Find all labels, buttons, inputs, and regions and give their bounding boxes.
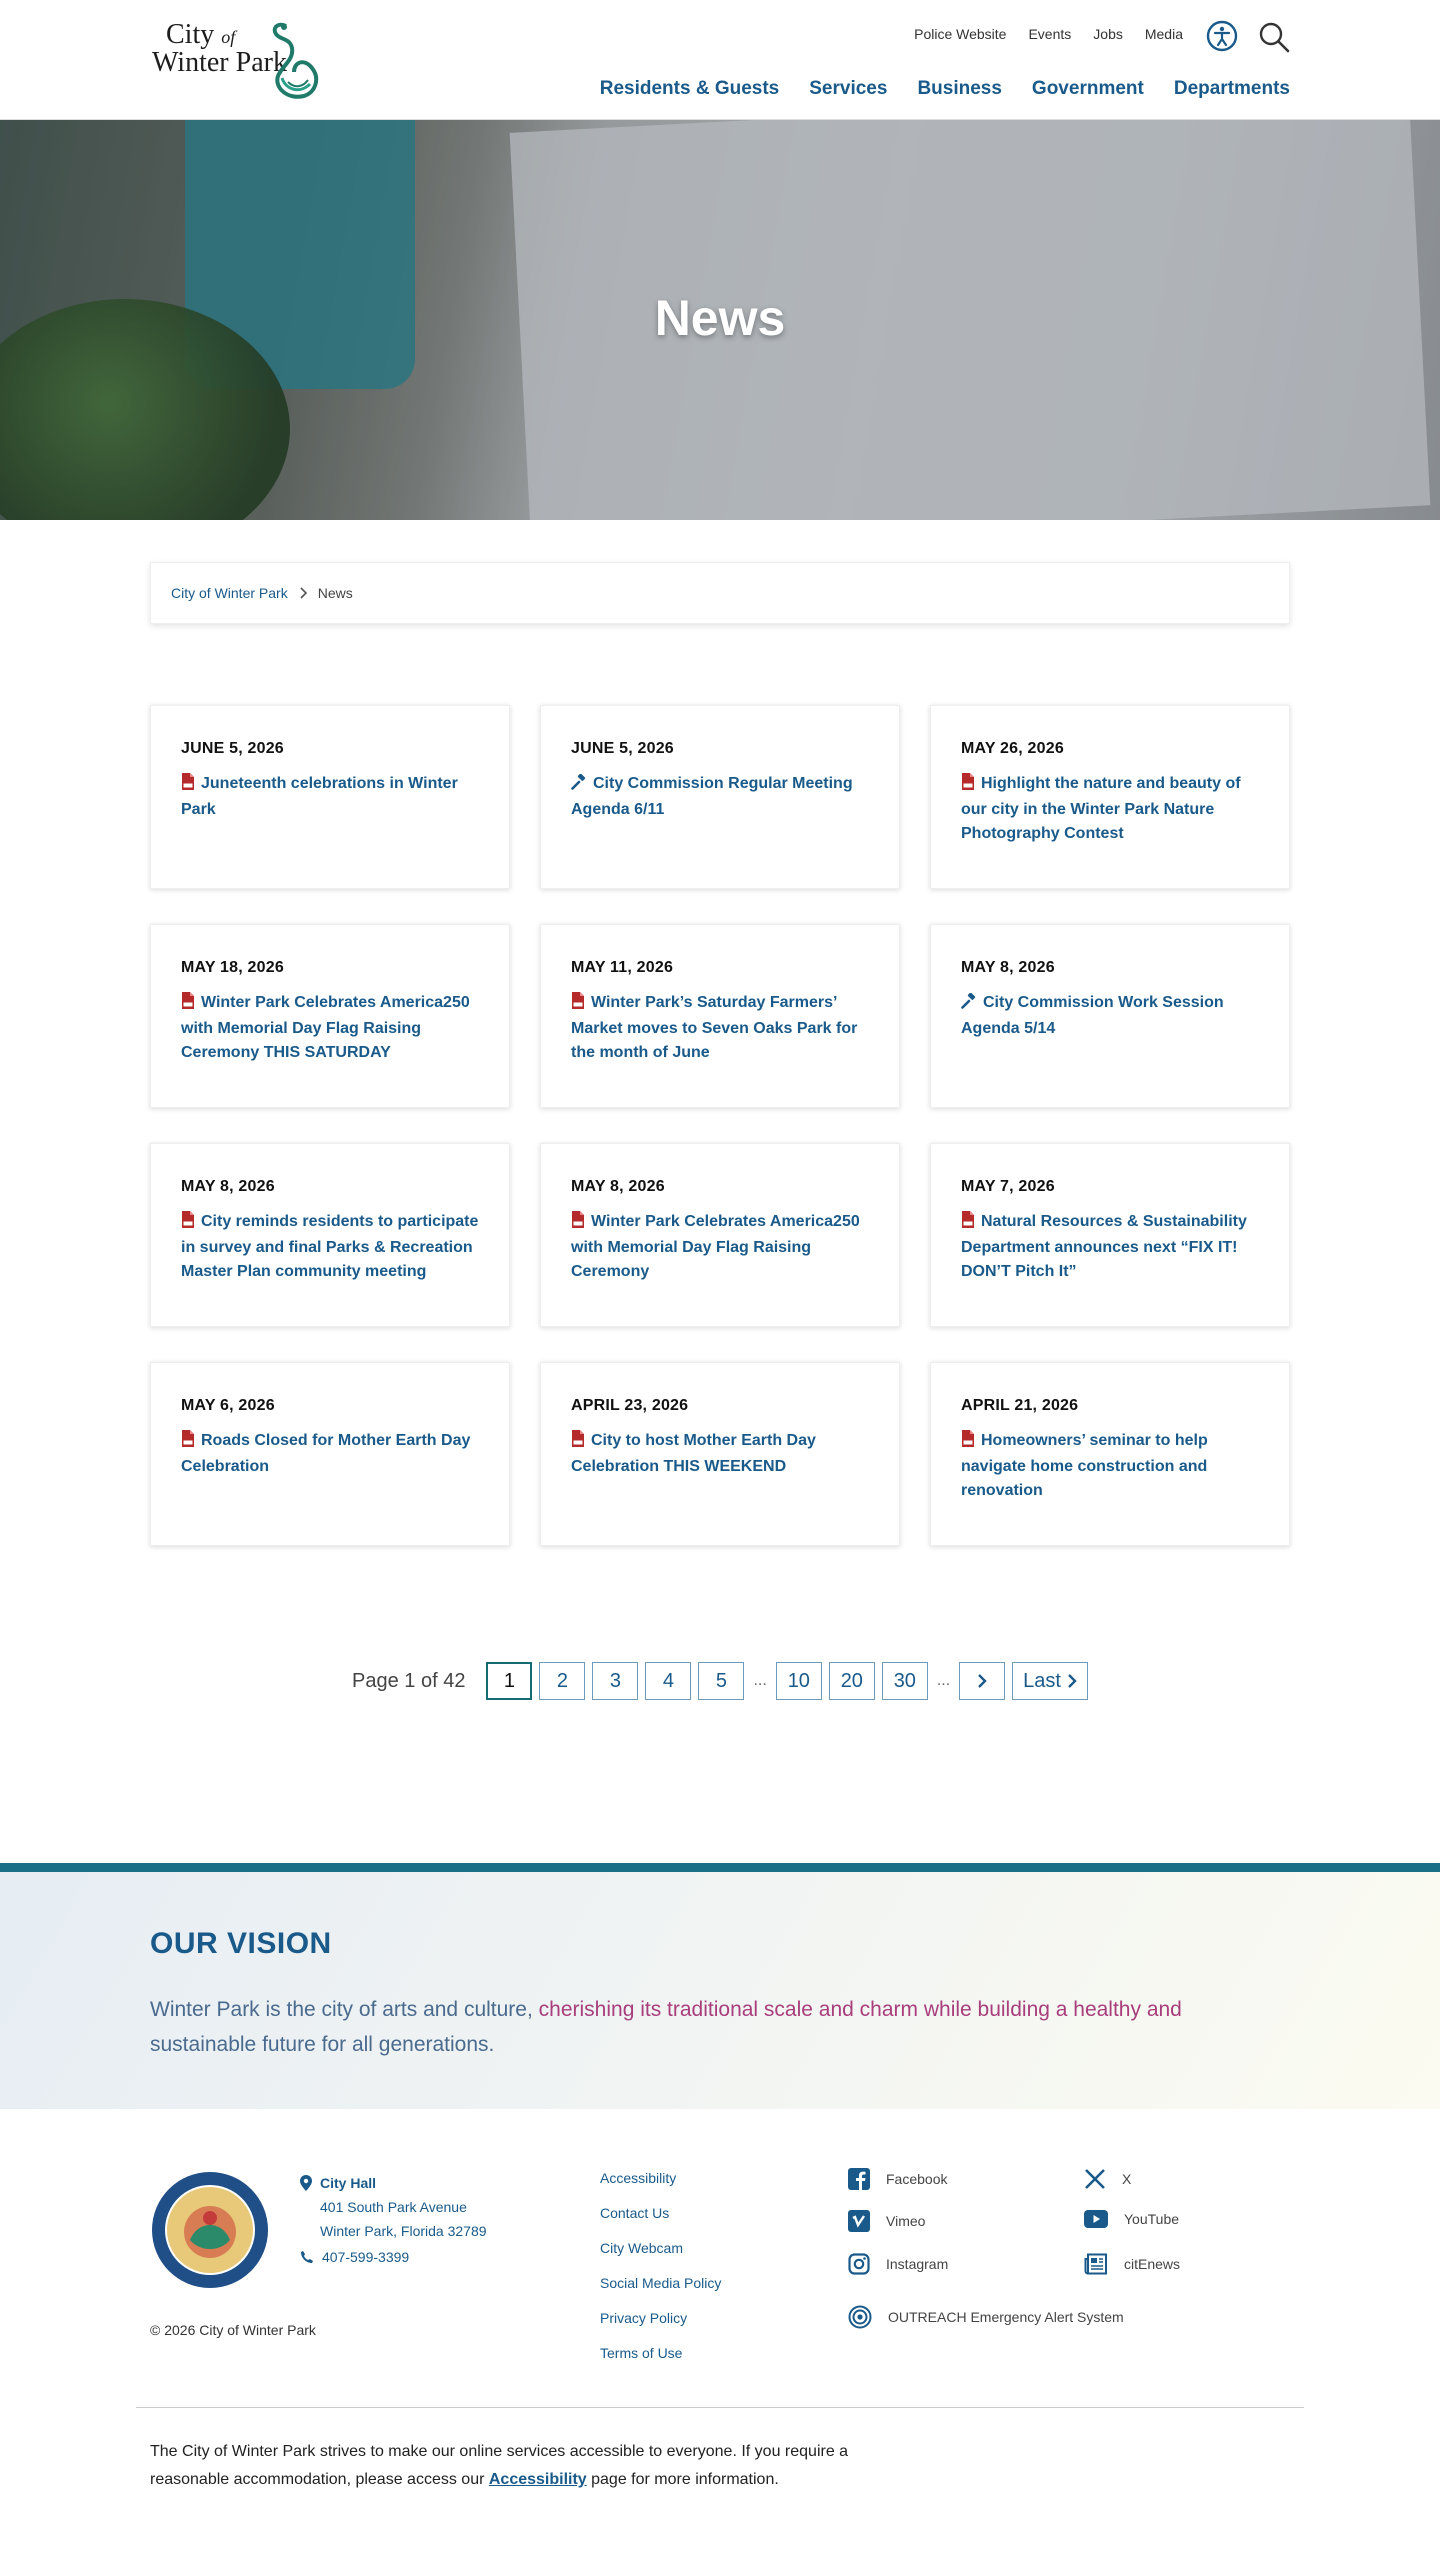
- city-hall-address: [300, 2171, 487, 2269]
- logo-city-text: City: [166, 19, 215, 50]
- social-outreach-alerts[interactable]: OUTREACH Emergency Alert System: [848, 2305, 1124, 2329]
- news-date: APRIL 23, 2026: [571, 1397, 689, 1414]
- phone-link[interactable]: 407-599-3399: [322, 2249, 410, 2265]
- social-instagram[interactable]: Instagram: [848, 2253, 948, 2275]
- city-seal-logo: [150, 2170, 270, 2290]
- news-link[interactable]: [961, 1210, 1259, 1284]
- news-link[interactable]: [571, 772, 869, 822]
- news-date: MAY 8, 2026: [961, 959, 1055, 976]
- news-card: [150, 1362, 510, 1546]
- utility-nav: [914, 26, 1183, 42]
- copyright: © 2026 City of Winter Park: [150, 2322, 316, 2338]
- address-line-2: Winter Park, Florida 32789: [320, 2223, 487, 2239]
- social-vimeo[interactable]: Vimeo: [848, 2210, 925, 2232]
- vision-section: [0, 1863, 1440, 2109]
- page-4-button[interactable]: 4: [645, 1662, 691, 1700]
- nav-government[interactable]: Government: [1031, 78, 1144, 99]
- news-card: [930, 924, 1290, 1108]
- target-alert-icon: [848, 2305, 872, 2329]
- footer-link-social-policy[interactable]: Social Media Policy: [600, 2275, 722, 2291]
- pagination-ellipsis-2: ...: [936, 1672, 951, 1689]
- news-date: JUNE 5, 2026: [571, 740, 674, 757]
- hero-banner: [0, 119, 1440, 520]
- page-indicator: Page 1 of 42: [352, 1669, 466, 1692]
- phone-icon: [300, 2250, 314, 2264]
- pdf-icon: [571, 992, 585, 1009]
- news-date: MAY 8, 2026: [571, 1178, 665, 1195]
- gavel-icon: [961, 993, 977, 1009]
- footer-divider: [136, 2407, 1304, 2408]
- vision-text: Winter Park is the city of arts and culture, cherishing its traditional scale and charm while building a healthy and sustainable future for all generations.: [150, 1998, 1182, 2056]
- social-facebook[interactable]: Facebook: [848, 2168, 947, 2190]
- facebook-icon: [848, 2168, 870, 2190]
- news-title: City Commission Regular Meeting Agenda 6/11: [571, 775, 853, 818]
- footer-link-terms[interactable]: Terms of Use: [600, 2345, 683, 2361]
- news-link[interactable]: [571, 1429, 869, 1479]
- footer-link-accessibility[interactable]: Accessibility: [600, 2170, 677, 2186]
- util-link-jobs[interactable]: Jobs: [1093, 26, 1123, 42]
- news-title: Winter Park Celebrates America250 with Memorial Day Flag Raising Ceremony: [571, 1213, 860, 1280]
- news-card: [540, 1362, 900, 1546]
- footer-links: [600, 2170, 721, 2380]
- pdf-icon: [181, 1430, 195, 1447]
- news-date: MAY 11, 2026: [571, 959, 674, 976]
- pagination: [0, 1662, 1440, 1700]
- news-grid: [150, 705, 1290, 1546]
- city-logo[interactable]: [152, 18, 318, 102]
- news-link[interactable]: [961, 991, 1259, 1041]
- news-card: [540, 705, 900, 889]
- news-link[interactable]: [961, 1429, 1259, 1503]
- chevron-right-icon: [1067, 1674, 1077, 1688]
- news-title: City to host Mother Earth Day Celebration THIS WEEKEND: [571, 1432, 816, 1475]
- last-page-label: Last: [1023, 1669, 1061, 1692]
- search-icon[interactable]: [1257, 20, 1291, 54]
- youtube-icon: [1084, 2210, 1108, 2228]
- pdf-icon: [571, 1211, 585, 1228]
- news-link[interactable]: [961, 772, 1259, 846]
- last-page-button[interactable]: [1012, 1662, 1088, 1700]
- page-1-button[interactable]: 1: [486, 1662, 532, 1700]
- news-card: [930, 705, 1290, 889]
- breadcrumb-current: News: [317, 585, 353, 601]
- page-5-button[interactable]: 5: [698, 1662, 744, 1700]
- vision-heading: OUR VISION: [150, 1927, 332, 1960]
- news-card: [540, 1143, 900, 1327]
- page-20-button[interactable]: 20: [829, 1662, 875, 1700]
- next-page-button[interactable]: [959, 1662, 1005, 1700]
- util-link-police[interactable]: Police Website: [914, 26, 1007, 42]
- map-pin-icon: [300, 2175, 312, 2191]
- news-card: [930, 1362, 1290, 1546]
- news-date: MAY 8, 2026: [181, 1178, 275, 1195]
- util-link-events[interactable]: Events: [1028, 26, 1072, 42]
- city-hall-label: City Hall: [320, 2175, 377, 2191]
- breadcrumb: [150, 562, 1290, 624]
- news-title: Homeowners’ seminar to help navigate home construction and renovation: [961, 1432, 1208, 1499]
- main-nav: [600, 78, 1290, 100]
- pdf-icon: [961, 773, 975, 790]
- news-card: [150, 924, 510, 1108]
- news-title: Juneteenth celebrations in Winter Park: [181, 775, 458, 818]
- social-youtube[interactable]: YouTube: [1084, 2210, 1179, 2228]
- news-title: City reminds residents to participate in survey and final Parks & Recreation Master Plan community meeting: [181, 1213, 479, 1280]
- chevron-right-icon: [298, 587, 308, 599]
- news-date: MAY 26, 2026: [961, 740, 1064, 757]
- news-card: [540, 924, 900, 1108]
- accessibility-statement: The City of Winter Park strives to make our online services accessible to everyone. If you require a reasonable accommodation, please access our Accessibility page for more information.: [150, 2443, 849, 2488]
- accessibility-link[interactable]: Accessibility: [488, 2471, 587, 2488]
- page-10-button[interactable]: 10: [776, 1662, 822, 1700]
- news-link[interactable]: [181, 991, 479, 1065]
- news-date: MAY 7, 2026: [961, 1178, 1055, 1195]
- news-card: [150, 1143, 510, 1327]
- site-header: [0, 0, 1440, 119]
- logo-winterpark-text: Winter Park: [152, 47, 287, 78]
- pdf-icon: [181, 1211, 195, 1228]
- news-title: City Commission Work Session Agenda 5/14: [961, 994, 1224, 1037]
- news-date: JUNE 5, 2026: [181, 740, 284, 757]
- news-title: Roads Closed for Mother Earth Day Celebration: [181, 1432, 471, 1475]
- gavel-icon: [571, 774, 587, 790]
- news-link[interactable]: [571, 991, 869, 1065]
- news-link[interactable]: [181, 772, 479, 822]
- breadcrumb-home-link[interactable]: City of Winter Park: [171, 585, 288, 601]
- newspaper-icon: [1084, 2253, 1108, 2275]
- social-x[interactable]: X: [1084, 2168, 1131, 2190]
- news-title: Winter Park’s Saturday Farmers’ Market moves to Seven Oaks Park for the month of June: [571, 994, 858, 1061]
- page-title: News: [654, 290, 786, 346]
- page-30-button[interactable]: 30: [882, 1662, 928, 1700]
- footer-link-webcam[interactable]: City Webcam: [600, 2240, 683, 2256]
- chevron-right-icon: [976, 1673, 988, 1689]
- address-line-1: 401 South Park Avenue: [320, 2199, 467, 2215]
- pdf-icon: [181, 773, 195, 790]
- accessibility-icon[interactable]: [1206, 20, 1238, 52]
- instagram-icon: [848, 2253, 870, 2275]
- social-citenews[interactable]: citEnews: [1084, 2253, 1180, 2275]
- news-card: [930, 1143, 1290, 1327]
- news-date: MAY 18, 2026: [181, 959, 284, 976]
- x-icon: [1084, 2168, 1106, 2190]
- peacock-icon: [264, 18, 320, 102]
- footer-link-privacy[interactable]: Privacy Policy: [600, 2310, 688, 2326]
- pdf-icon: [961, 1211, 975, 1228]
- news-title: Highlight the nature and beauty of our city in the Winter Park Nature Photography Contest: [961, 775, 1241, 842]
- nav-business[interactable]: Business: [917, 78, 1002, 99]
- pagination-ellipsis: ...: [753, 1672, 767, 1689]
- page-3-button[interactable]: 3: [592, 1662, 638, 1700]
- news-link[interactable]: [571, 1210, 869, 1284]
- page-2-button[interactable]: 2: [539, 1662, 585, 1700]
- footer-link-contact[interactable]: Contact Us: [600, 2205, 670, 2221]
- news-link[interactable]: [181, 1429, 479, 1479]
- vimeo-icon: [848, 2210, 870, 2232]
- nav-departments[interactable]: Departments: [1173, 78, 1290, 99]
- pdf-icon: [961, 1430, 975, 1447]
- util-link-media[interactable]: Media: [1144, 26, 1183, 42]
- pdf-icon: [181, 992, 195, 1009]
- news-link[interactable]: [181, 1210, 479, 1284]
- news-title: Natural Resources & Sustainability Department announces next “FIX IT! DON’T Pitch It”: [961, 1213, 1247, 1280]
- news-title: Winter Park Celebrates America250 with Memorial Day Flag Raising Ceremony THIS SATURDAY: [181, 994, 470, 1061]
- logo-of-text: of: [221, 27, 236, 47]
- nav-residents-guests[interactable]: Residents & Guests: [599, 78, 780, 99]
- news-date: APRIL 21, 2026: [961, 1397, 1079, 1414]
- news-card: [150, 705, 510, 889]
- nav-services[interactable]: Services: [809, 78, 888, 99]
- news-date: MAY 6, 2026: [181, 1397, 275, 1414]
- pdf-icon: [571, 1430, 585, 1447]
